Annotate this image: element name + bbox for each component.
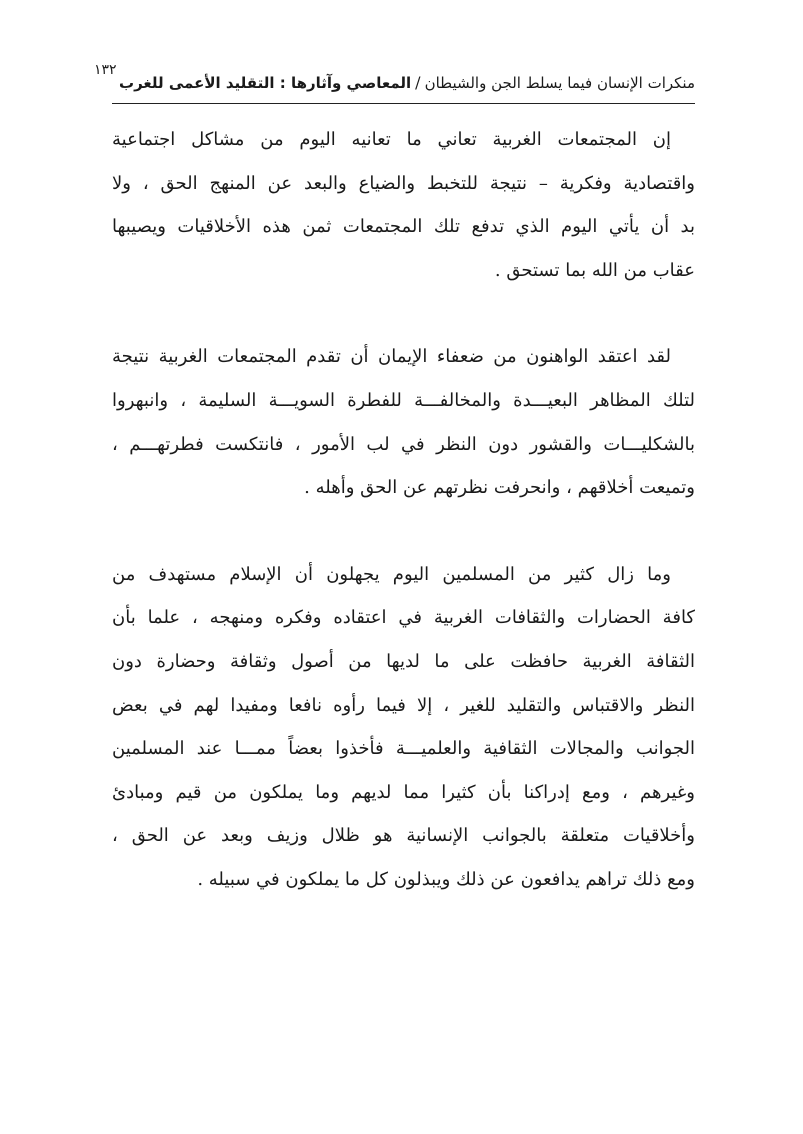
text-line: وتميعت أخلاقهم ، وانحرفت نظرتهم عن الحق وأهله . <box>304 477 695 499</box>
text-line: كافة الحضارات والثقافات الغربية في اعتقاده وفكره ومنهجه ، علما بأن <box>112 607 695 629</box>
text-line: عقاب من الله بما تستحق . <box>494 259 695 281</box>
paragraph-3 <box>112 553 695 902</box>
page-body <box>112 118 695 902</box>
text-line: لتلك المظاهر البعيـــدة والمخالفـــة للفطرة السويـــة السليمة ، وانبهروا <box>112 389 695 411</box>
text-line: ومع ذلك تراهم يدافعون عن ذلك ويبذلون كل ما يملكون في سبيله . <box>197 868 695 890</box>
running-header <box>119 73 695 101</box>
text-line: إن المجتمعات الغربية تعاني ما تعانيه اليوم من مشاكل اجتماعية <box>112 129 671 150</box>
text-line: الجوانب والمجالات الثقافية والعلميـــة فأخذوا بعضاً ممـــا عند المسلمين <box>112 738 695 760</box>
text-line: الثقافة الغربية حافظت على ما لديها من أصول وثقافة وحضارة دون <box>112 650 695 672</box>
chapter-title: المعاصي وآثارها : التقليد الأعمى للغرب <box>119 74 412 92</box>
text-line: وغيرهم ، ومع إدراكنا بأن كثيرا مما لديهم وما يملكون من قيم ومبادئ <box>112 781 695 803</box>
text-line: وما زال كثير من المسلمين اليوم يجهلون أن الإسلام مستهدف من <box>112 563 671 585</box>
page-number: ١٣٢ <box>94 62 117 78</box>
text-line: بالشكليـــات والقشور دون النظر في لب الأمور ، فانتكست فطرتهـــم ، <box>112 433 695 455</box>
header-separator: / <box>415 73 421 92</box>
text-line: واقتصادية وفكرية – نتيجة للتخبط والضياع والبعد عن المنهج الحق ، ولا <box>112 172 695 194</box>
text-line: وأخلاقيات متعلقة بالجوانب الإنسانية هو ظلال وزيف وبعد عن الحق ، <box>112 825 695 847</box>
text-line: لقد اعتقد الواهنون من ضعفاء الإيمان أن تقدم المجتمعات الغربية نتيجة <box>112 346 671 368</box>
paragraph-2 <box>112 335 695 509</box>
paragraph-1 <box>112 118 695 292</box>
book-title: منكرات الإنسان فيما يسلط الجن والشيطان <box>424 74 695 92</box>
text-line: بد أن يأتي اليوم الذي تدفع تلك المجتمعات ثمن هذه الأخلاقيات ويصيبها <box>112 216 695 238</box>
header-rule <box>112 103 695 104</box>
text-line: النظر والاقتباس والتقليد للغير ، إلا فيما رأوه نافعا ومفيدا لهم في بعض <box>112 694 695 716</box>
